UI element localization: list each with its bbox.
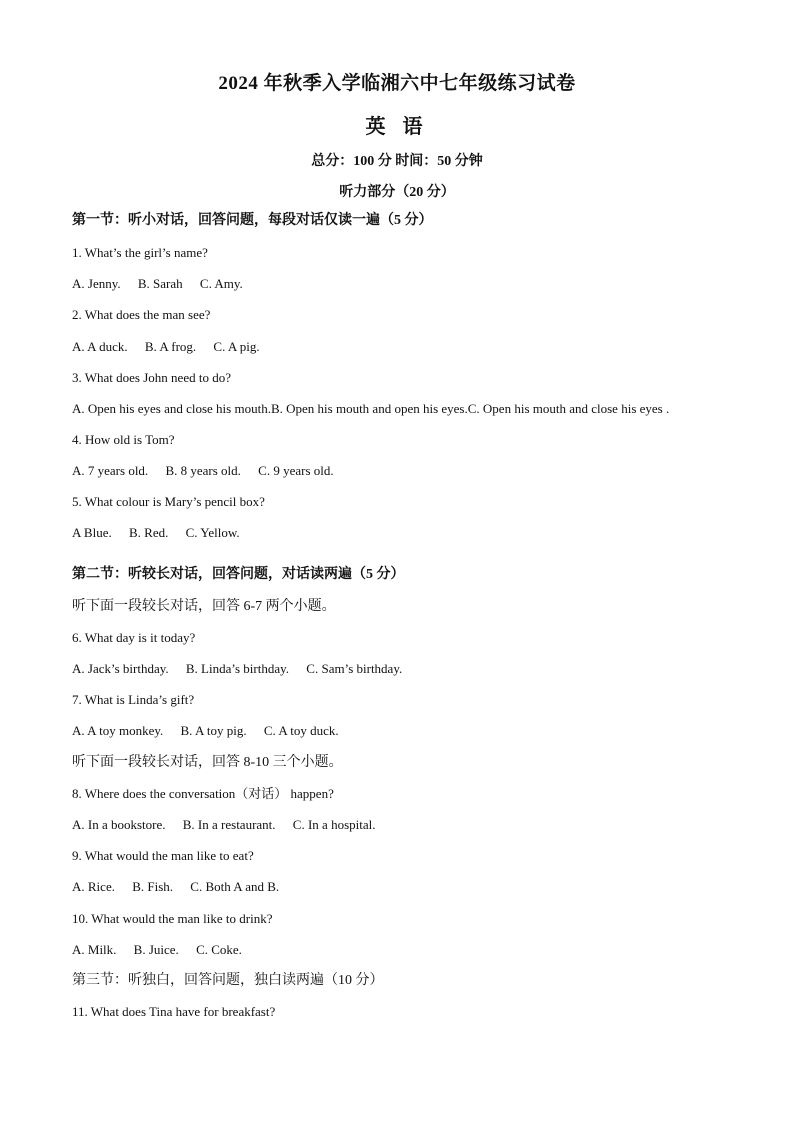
option-c: C. Sam’s birthday.: [306, 661, 403, 676]
question-1-options: [72, 275, 243, 293]
question-5: 5. What colour is Mary’s pencil box?: [72, 494, 265, 509]
option-a: A. Milk.: [72, 942, 117, 957]
question-6-options: [72, 660, 402, 678]
option-a: A. A toy monkey.: [72, 723, 164, 738]
option-a: A. Jenny.: [72, 276, 121, 291]
question-4: 4. How old is Tom?: [72, 432, 175, 447]
option-b: B. Open his mouth and open his eyes.: [270, 401, 468, 416]
question-7-options: [72, 722, 339, 740]
option-b: B. Sarah: [137, 276, 183, 291]
option-b: B. In a restaurant.: [182, 817, 276, 832]
question-2: 2. What does the man see?: [72, 307, 211, 322]
section2-heading: 第二节：听较长对话，回答问题，对话读两遍（5 分）: [72, 567, 405, 582]
option-a: A. Jack’s birthday.: [72, 661, 169, 676]
option-b: B. 8 years old.: [165, 463, 241, 478]
option-b: B. A frog.: [144, 339, 197, 354]
option-c: C. A pig.: [213, 339, 260, 354]
question-4-options: [72, 462, 334, 480]
question-9-options: [72, 878, 279, 896]
option-a: A. A duck.: [72, 339, 128, 354]
question-3: 3. What does John need to do?: [72, 370, 231, 385]
section1-heading: 第一节：听小对话，回答问题，每段对话仅读一遍（5 分）: [72, 213, 433, 228]
option-c: C. A toy duck.: [263, 723, 339, 738]
question-3-options: [72, 400, 669, 418]
option-c: C. In a hospital.: [292, 817, 376, 832]
question-2-options: [72, 338, 260, 356]
option-a: A Blue.: [72, 525, 112, 540]
option-b: B. Linda’s birthday.: [185, 661, 290, 676]
question-10: 10. What would the man like to drink?: [72, 911, 273, 926]
option-a: A. Open his eyes and close his mouth.: [72, 401, 271, 416]
section3-heading: 第三节：听独白，回答问题，独白读两遍（10 分）: [72, 973, 384, 988]
question-5-options: [72, 524, 240, 542]
option-a: A. Rice.: [72, 879, 115, 894]
option-c: C. Both A and B.: [190, 879, 280, 894]
section2-intro-2: 听下面一段较长对话，回答 8-10 三个小题。: [72, 755, 343, 770]
question-11: 11. What does Tina have for breakfast?: [72, 1004, 276, 1019]
exam-title: 2024 年秋季入学临湘六中七年级练习试卷: [218, 73, 576, 94]
option-b: B. A toy pig.: [180, 723, 247, 738]
question-10-options: [72, 941, 242, 959]
question-8-options: [72, 816, 375, 834]
subject-title: 英 语: [365, 116, 429, 138]
question-9: 9. What would the man like to eat?: [72, 848, 254, 863]
listening-part-heading: 听力部分（20 分）: [339, 185, 455, 200]
option-a: A. 7 years old.: [72, 463, 149, 478]
option-a: A. In a bookstore.: [72, 817, 166, 832]
question-8: 8. Where does the conversation（对话） happen?: [72, 786, 334, 801]
option-b: B. Fish.: [132, 879, 174, 894]
option-c: C. Coke.: [196, 942, 242, 957]
option-c: C. 9 years old.: [258, 463, 334, 478]
score-time-info: 总分：100 分 时间：50 分钟: [311, 154, 483, 169]
question-6: 6. What day is it today?: [72, 630, 196, 645]
option-c: C. Amy.: [199, 276, 243, 291]
option-c: C. Yellow.: [185, 525, 240, 540]
section2-intro-1: 听下面一段较长对话，回答 6-7 两个小题。: [72, 599, 336, 614]
option-b: B. Juice.: [133, 942, 179, 957]
option-b: B. Red.: [128, 525, 169, 540]
option-c: C. Open his mouth and close his eyes .: [467, 401, 670, 416]
question-7: 7. What is Linda’s gift?: [72, 692, 195, 707]
question-1: 1. What’s the girl’s name?: [72, 245, 208, 260]
